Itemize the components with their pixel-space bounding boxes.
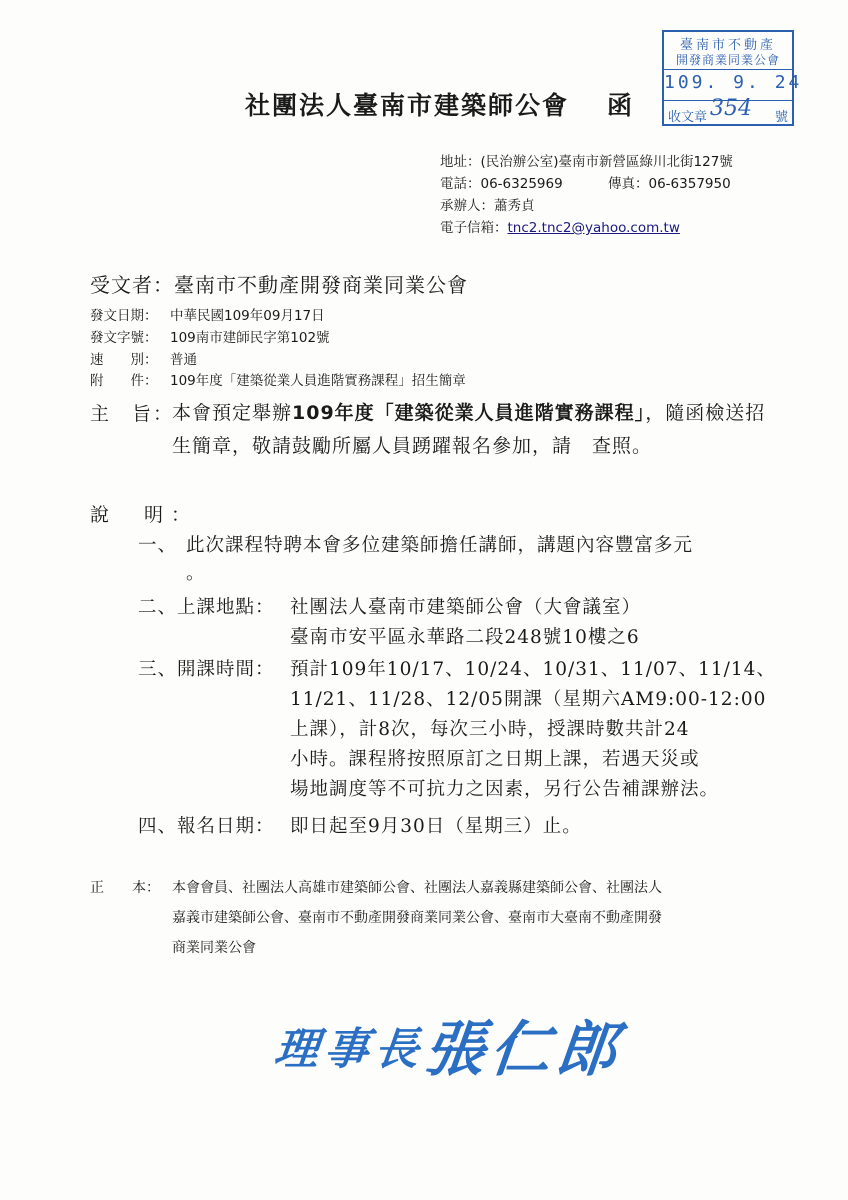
meta-attach-label: 附 件： bbox=[90, 373, 158, 389]
recipient: 受文者：臺南市不動產開發商業同業公會 bbox=[90, 273, 468, 297]
meta-speed-label: 速 別： bbox=[90, 352, 158, 368]
item3-line5: 場地調度等不可抗力之因素，另行公告補課辦法。 bbox=[290, 779, 720, 800]
org-title: 社團法人臺南市建築師公會 bbox=[245, 91, 570, 120]
contact-address: 地址：(民治辦公室)臺南市新營區綠川北街127號 bbox=[440, 154, 733, 170]
contact-handler: 承辦人：蕭秀貞 bbox=[440, 198, 535, 214]
meta-speed bbox=[90, 348, 197, 368]
stamp-suffix: 號 bbox=[774, 110, 788, 125]
received-stamp bbox=[662, 30, 803, 126]
copies-line2: 嘉義市建築師公會、臺南市不動產開發商業同業公會、臺南市大臺南不動產開發 bbox=[172, 910, 662, 926]
stamp-date: 109. 9. 24 bbox=[664, 72, 803, 93]
meta-date bbox=[90, 304, 325, 324]
item3-line1: 預計109年10/17、10/24、10/31、11/07、11/14、 bbox=[290, 659, 776, 680]
copies-line1: 本會會員、社團法人高雄市建築師公會、社團法人嘉義縣建築師公會、社團法人 bbox=[172, 880, 662, 896]
stamp-line2: 開發商業同業公會 bbox=[675, 53, 780, 67]
subject-text-a: 本會預定舉辦 bbox=[172, 402, 293, 424]
stamp-number: 354 bbox=[710, 96, 752, 121]
doc-type: 函 bbox=[607, 91, 635, 120]
signature-name: 張仁郎 bbox=[420, 1015, 627, 1085]
stamp-line1: 臺南市不動產 bbox=[679, 38, 776, 53]
contact-email-row bbox=[440, 216, 680, 236]
item3-line3: 上課），計8次，每次三小時，授課時數共計24 bbox=[290, 719, 690, 740]
meta-attach bbox=[90, 369, 466, 389]
meta-date-label: 發文日期： bbox=[90, 308, 158, 324]
item1-line2: 。 bbox=[186, 563, 206, 584]
email-label: 電子信箱： bbox=[440, 220, 508, 236]
stamp-label: 收文章 bbox=[668, 110, 708, 125]
item2-line1: 社團法人臺南市建築師公會（大會議室） bbox=[290, 597, 642, 618]
stamp-number-row bbox=[668, 96, 788, 125]
meta-ref bbox=[90, 326, 330, 346]
subject-course: 109年度「建築從業人員進階實務課程」 bbox=[292, 402, 646, 424]
subject-text-b: ，隨函檢送招生簡章，敬請鼓勵所屬人員踴躍報名參加，請 查照。 bbox=[172, 402, 766, 457]
document-title bbox=[245, 86, 634, 122]
item1-num: 一、 bbox=[138, 535, 178, 556]
email-link[interactable]: tnc2.tnc2@yahoo.com.tw bbox=[507, 220, 680, 236]
item2-line2: 臺南市安平區永華路二段248號10樓之6 bbox=[290, 627, 640, 648]
subject-text bbox=[172, 397, 772, 463]
explain-label: 說 明： bbox=[90, 504, 199, 526]
signature-title: 理事長 bbox=[271, 1024, 428, 1075]
meta-ref-value: 109南市建師民字第102號 bbox=[170, 330, 330, 346]
item1-line1: 此次課程特聘本會多位建築師擔任講師，講題內容豐富多元 bbox=[186, 535, 694, 556]
item2-head: 二、上課地點： bbox=[138, 597, 275, 618]
item3-line4: 小時。課程將按照原訂之日期上課，若遇天災或 bbox=[290, 749, 700, 770]
meta-speed-value: 普通 bbox=[170, 352, 197, 368]
meta-date-value: 中華民國109年09月17日 bbox=[170, 308, 325, 324]
contact-fax: 傳真：06-6357950 bbox=[608, 176, 731, 192]
item3-line2: 11/21、11/28、12/05開課（星期六AM9:00-12:00 bbox=[290, 689, 767, 710]
item3-head: 三、開課時間： bbox=[138, 659, 275, 680]
copies-label: 正 本： bbox=[90, 880, 160, 896]
meta-attach-value: 109年度「建築從業人員進階實務課程」招生簡章 bbox=[170, 373, 466, 389]
chairman-signature bbox=[270, 1002, 627, 1088]
contact-phone: 電話：06-6325969 bbox=[440, 176, 563, 192]
item4-line1: 即日起至9月30日（星期三）止。 bbox=[290, 816, 582, 837]
copies-line3: 商業同業公會 bbox=[172, 940, 256, 956]
subject-label: 主 旨： bbox=[90, 403, 175, 425]
item4-head: 四、報名日期： bbox=[138, 816, 275, 837]
meta-ref-label: 發文字號： bbox=[90, 330, 158, 346]
